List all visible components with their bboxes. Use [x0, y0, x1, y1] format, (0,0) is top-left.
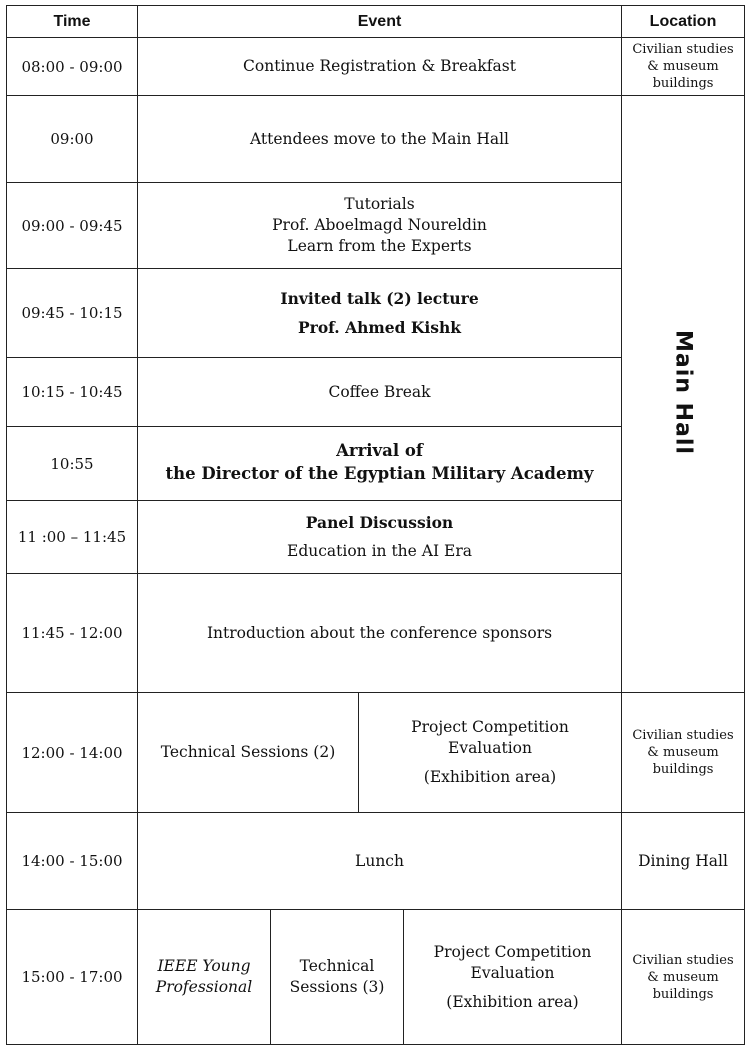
table-row: [7, 96, 745, 183]
location-line: buildings: [652, 762, 714, 777]
location-line: & museum: [647, 745, 719, 760]
event-line: Education in the AI Era: [287, 542, 472, 560]
event-cell: Introduction about the conference sponsors: [138, 574, 622, 693]
time-cell: 14:00 - 15:00: [7, 813, 138, 910]
location-header: Location: [622, 6, 745, 38]
time-cell: 09:00: [7, 96, 138, 183]
event-header: Event: [138, 6, 622, 38]
main-hall-label: Main Hall: [670, 329, 696, 455]
time-cell: 11 :00 – 11:45: [7, 501, 138, 574]
event-line: Technical: [299, 957, 375, 975]
location-cell: [622, 693, 745, 813]
event-line: Project Competition: [433, 942, 592, 961]
event-line: Tutorials: [344, 195, 415, 213]
event-line: Prof. Ahmed Kishk: [298, 318, 461, 337]
location-line: Civilian studies: [632, 952, 734, 968]
event-cell: [138, 269, 622, 358]
time-cell: 15:00 - 17:00: [7, 910, 138, 1045]
table-row: [7, 693, 745, 813]
table-row: [7, 813, 745, 910]
event-cell: Attendees move to the Main Hall: [138, 96, 622, 183]
time-cell: 12:00 - 14:00: [7, 693, 138, 813]
table-row: [7, 38, 745, 96]
event-line: the Director of the Egyptian Military Academy: [165, 464, 594, 483]
event-line: Prof. Aboelmagd Noureldin: [272, 216, 487, 234]
time-cell: 09:00 - 09:45: [7, 183, 138, 269]
event-line: Evaluation: [470, 963, 555, 982]
location-cell: Dining Hall: [622, 813, 745, 910]
location-line: Civilian studies: [632, 42, 734, 57]
event-line: Arrival of: [336, 441, 423, 460]
event-cell-right: [359, 693, 622, 813]
location-line: & museum: [647, 969, 719, 985]
event-cell: Lunch: [138, 813, 622, 910]
event-cell: [138, 183, 622, 269]
time-header: Time: [7, 6, 138, 38]
time-cell: 11:45 - 12:00: [7, 574, 138, 693]
location-line: buildings: [652, 986, 714, 1002]
event-line: Professional: [155, 978, 253, 996]
event-cell: [138, 501, 622, 574]
location-line: Civilian studies: [632, 728, 734, 743]
location-cell: [622, 910, 745, 1045]
event-cell: Continue Registration & Breakfast: [138, 38, 622, 96]
location-line: & museum: [647, 59, 719, 74]
time-cell: 10:15 - 10:45: [7, 358, 138, 427]
event-cell: Coffee Break: [138, 358, 622, 427]
event-line: Evaluation: [448, 739, 532, 757]
table-row: [7, 910, 745, 1045]
event-cell-c: [404, 910, 622, 1045]
header-row: [7, 6, 745, 38]
schedule-table: [6, 5, 745, 1045]
event-line: (Exhibition area): [423, 768, 557, 786]
event-line: (Exhibition area): [446, 992, 579, 1011]
location-line: buildings: [652, 76, 714, 91]
event-line: Invited talk (2) lecture: [280, 289, 479, 308]
event-cell-b: [271, 910, 404, 1045]
time-cell: 09:45 - 10:15: [7, 269, 138, 358]
time-cell: 10:55: [7, 427, 138, 501]
event-cell-left: Technical Sessions (2): [138, 693, 359, 813]
event-line: Sessions (3): [289, 978, 385, 996]
main-hall-cell: [622, 96, 745, 693]
time-cell: 08:00 - 09:00: [7, 38, 138, 96]
location-cell: [622, 38, 745, 96]
event-line: Panel Discussion: [305, 513, 454, 532]
event-cell-a: [138, 910, 271, 1045]
event-line: Project Competition: [411, 718, 569, 736]
event-line: IEEE Young: [157, 957, 251, 975]
event-cell: [138, 427, 622, 501]
event-line: Learn from the Experts: [287, 237, 472, 255]
